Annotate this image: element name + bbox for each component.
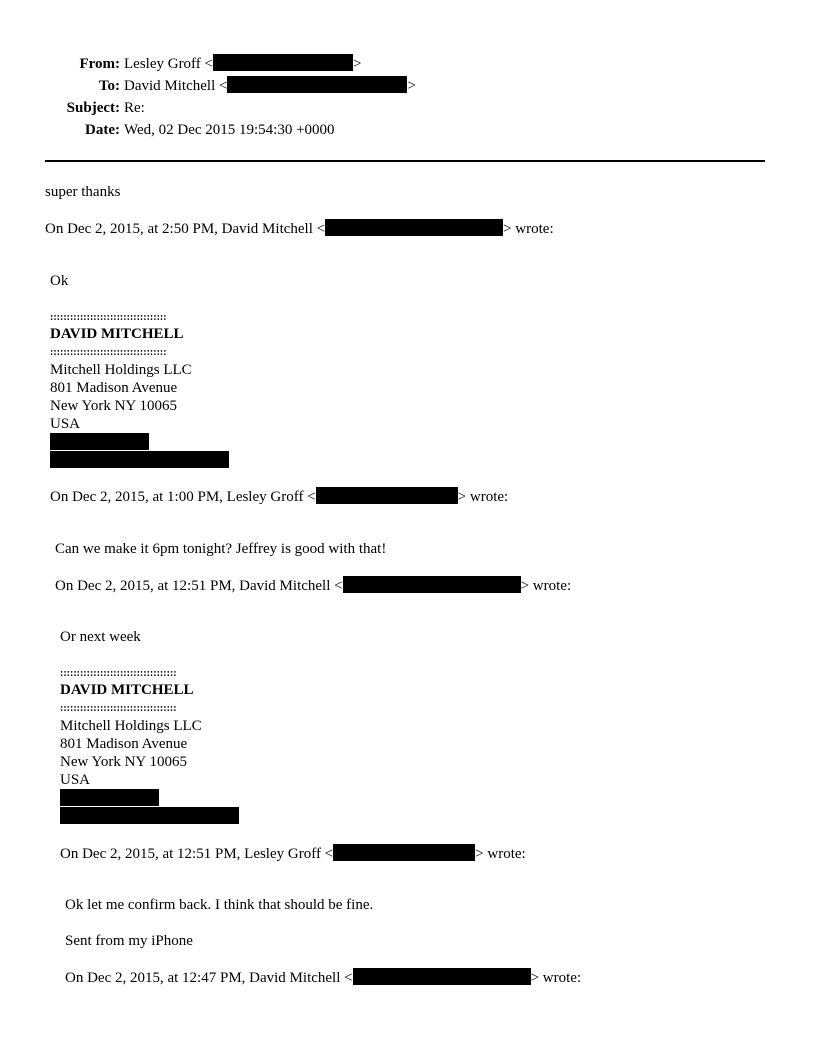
message-1: Ok: [50, 273, 69, 289]
signature-1-country: USA: [50, 416, 81, 432]
header-divider: [45, 160, 765, 162]
to-row: [0, 75, 416, 97]
from-suffix: >: [353, 56, 362, 72]
quote-attribution-2-prefix: On Dec 2, 2015, at 1:00 PM, Lesley Groff <: [50, 489, 316, 505]
to-label: To:: [98, 78, 120, 94]
signature-1-company: Mitchell Holdings LLC: [50, 362, 192, 378]
from-value: [124, 53, 361, 75]
redaction-box: [50, 451, 229, 468]
quote-attribution-1: [45, 219, 554, 238]
signature-2-country: USA: [60, 772, 91, 788]
to-value: [124, 75, 416, 97]
subject-label: Subject:: [66, 100, 120, 116]
redaction-box: [60, 789, 159, 806]
quote-attribution-5: [65, 968, 581, 987]
quote-attribution-1-prefix: On Dec 2, 2015, at 2:50 PM, David Mitchell <: [45, 221, 326, 237]
redaction-box: [353, 968, 531, 985]
redaction-box: [213, 54, 353, 71]
signature-2-dots-top: :::::::::::::::::::::::::::::::::::: [60, 668, 177, 679]
signature-2-street: 801 Madison Avenue: [60, 736, 188, 752]
quote-attribution-4-suffix: > wrote:: [475, 846, 526, 862]
quote-attribution-5-prefix: On Dec 2, 2015, at 12:47 PM, David Mitchell <: [65, 970, 353, 986]
signature-2-company: Mitchell Holdings LLC: [60, 718, 202, 734]
signature-2-city: New York NY 10065: [60, 754, 187, 770]
signature-2-dots-bottom: :::::::::::::::::::::::::::::::::::: [60, 703, 177, 714]
reply-text: super thanks: [45, 184, 121, 200]
date-row: [0, 119, 360, 141]
message-4: Ok let me confirm back. I think that should be fine.: [65, 897, 374, 913]
quote-attribution-3-prefix: On Dec 2, 2015, at 12:51 PM, David Mitchell <: [55, 578, 343, 594]
from-name: Lesley Groff <: [124, 56, 213, 72]
date-value: Wed, 02 Dec 2015 19:54:30 +0000: [124, 122, 335, 138]
date-label: Date:: [85, 122, 120, 138]
quote-attribution-4-prefix: On Dec 2, 2015, at 12:51 PM, Lesley Groff <: [60, 846, 334, 862]
redaction-box: [325, 219, 503, 236]
signature-1-city: New York NY 10065: [50, 398, 177, 414]
quote-attribution-1-suffix: > wrote:: [503, 221, 554, 237]
signature-2-name: DAVID MITCHELL: [60, 682, 194, 698]
email-header: [0, 53, 416, 141]
quote-attribution-3-suffix: > wrote:: [520, 578, 572, 594]
to-name: David Mitchell <: [124, 78, 228, 94]
subject-row: [0, 97, 360, 119]
redaction-box: [333, 844, 475, 861]
redaction-box: [227, 76, 407, 93]
signature-1-dots-bottom: :::::::::::::::::::::::::::::::::::: [50, 347, 167, 358]
redaction-box: [343, 576, 521, 593]
to-suffix: >: [407, 78, 416, 94]
redaction-box: [50, 433, 149, 450]
quote-attribution-3: [55, 576, 571, 595]
quote-attribution-5-suffix: > wrote:: [530, 970, 582, 986]
message-3: Or next week: [60, 629, 141, 645]
redaction-box: [316, 487, 458, 504]
signature-1-dots-top: :::::::::::::::::::::::::::::::::::: [50, 312, 167, 323]
quote-attribution-2: [50, 487, 508, 506]
from-row: [0, 53, 360, 75]
quote-attribution-2-suffix: > wrote:: [457, 489, 509, 505]
subject-value: Re:: [124, 100, 145, 116]
redaction-box: [60, 807, 239, 824]
quote-attribution-4: [60, 844, 526, 863]
message-2: Can we make it 6pm tonight? Jeffrey is good with that!: [55, 541, 387, 557]
signature-1-name: DAVID MITCHELL: [50, 326, 184, 342]
signature-1-street: 801 Madison Avenue: [50, 380, 178, 396]
from-label: From:: [79, 56, 120, 72]
message-4-footer: Sent from my iPhone: [65, 933, 193, 949]
